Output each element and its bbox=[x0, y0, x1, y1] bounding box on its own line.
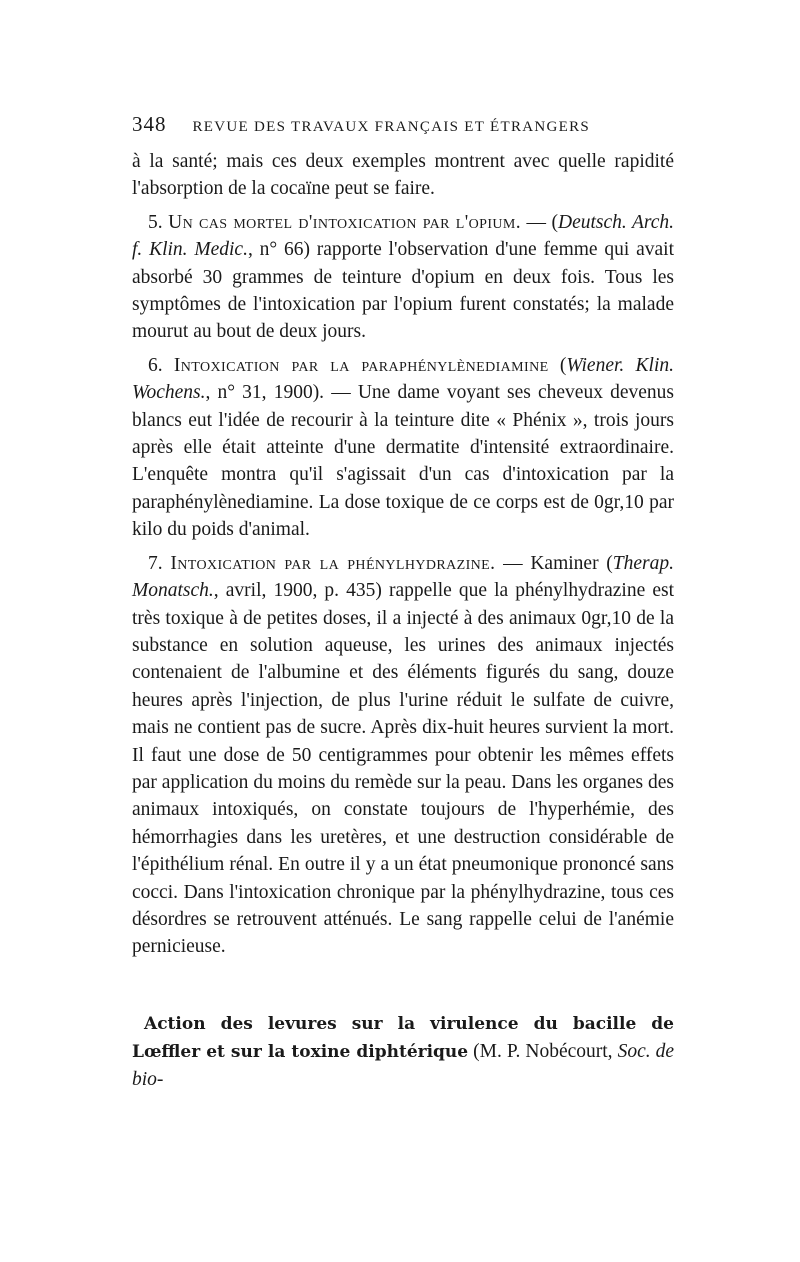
section-number: 7. bbox=[148, 552, 163, 574]
page-header bbox=[132, 112, 672, 138]
separator: — ( bbox=[521, 211, 559, 233]
section-title: Un cas mortel d'intoxication par l'opium. bbox=[168, 211, 522, 233]
next-article-heading bbox=[132, 1010, 674, 1094]
paragraph-7 bbox=[132, 550, 674, 961]
paragraph-text: , n° 31, 1900). — Une dame voyant ses cheveux devenus blancs eut l'idée de recourir à la teinture dite « Phénix », trois jours après elle était atteinte d'une dermatite d'intensité extraordinaire. L'enquête montra qu'il s'agissait d'un cas d'intoxication par la paraphénylènediamine. La dose toxique de ce corps est de 0gr,10 par kilo du poids d'animal. bbox=[132, 382, 674, 541]
separator: ( bbox=[548, 354, 567, 376]
source-reference: Soc. de bio- bbox=[132, 1041, 674, 1090]
source-reference: Wiener. Klin. Wochens. bbox=[132, 354, 675, 404]
section-title: Intoxication par la phénylhydrazine. bbox=[170, 552, 496, 574]
section-title: Intoxication par la paraphénylènediamine bbox=[173, 354, 549, 376]
page-number: 348 bbox=[132, 112, 167, 136]
author-lead: — Kaminer ( bbox=[495, 552, 613, 574]
section-number: 5. bbox=[148, 211, 163, 233]
article-author: (M. P. Nobécourt, bbox=[468, 1041, 618, 1062]
source-reference: Deutsch. Arch. f. Klin. Medic. bbox=[132, 211, 675, 261]
article-body bbox=[132, 148, 674, 967]
paragraph-text: à la santé; mais ces deux exemples montrent avec quelle rapidité l'absorption de la cocaïne peut se faire. bbox=[132, 151, 674, 200]
paragraph-text: , avril, 1900, p. 435) rappelle que la phénylhydrazine est très toxique à de petites doses, il a injecté à des animaux 0gr,10 de la substance en solution aqueuse, les urines des animaux injectés contenaient de l'albumine et des éléments figurés du sang, douze heures après l'injection, de plus l'urine réduit le sulfate de cuivre, mais ne contient pas de sucre. Après dix-huit heures survient la mort. Il faut une dose de 50 centigrammes pour obtenir les mêmes effets par application du moins du remède sur la peau. Dans les organes des animaux intoxiqués, on constate toujours de l'hyperhémie, des hémorrhagies dans les uretères, et une destruction considérable de l'épithélium rénal. En outre il y a un état pneumonique prononcé sans cocci. Dans l'intoxication chronique par la phénylhydrazine, tous ces désordres se retrouvent atténués. Le sang rappelle celui de l'anémie pernicieuse. bbox=[132, 580, 674, 958]
paragraph-text: , n° 66) rapporte l'observation d'une femme qui avait absorbé 30 grammes de teinture d'opium en deux fois. Tous les symptômes de l'intoxication par l'opium furent constatés; la malade mourut au bout de deux jours. bbox=[132, 239, 674, 343]
paragraph-continuation bbox=[132, 148, 674, 203]
source-reference: Therap. Monatsch. bbox=[132, 552, 675, 602]
section-number: 6. bbox=[148, 354, 163, 376]
article-title: Action des levures sur la virulence du bacille de Lœffler et sur la toxine diphtérique bbox=[132, 1014, 674, 1062]
paragraph-5 bbox=[132, 209, 674, 346]
paragraph-6 bbox=[132, 352, 674, 544]
running-title: REVUE DES TRAVAUX FRANÇAIS ET ÉTRANGERS bbox=[192, 119, 591, 135]
